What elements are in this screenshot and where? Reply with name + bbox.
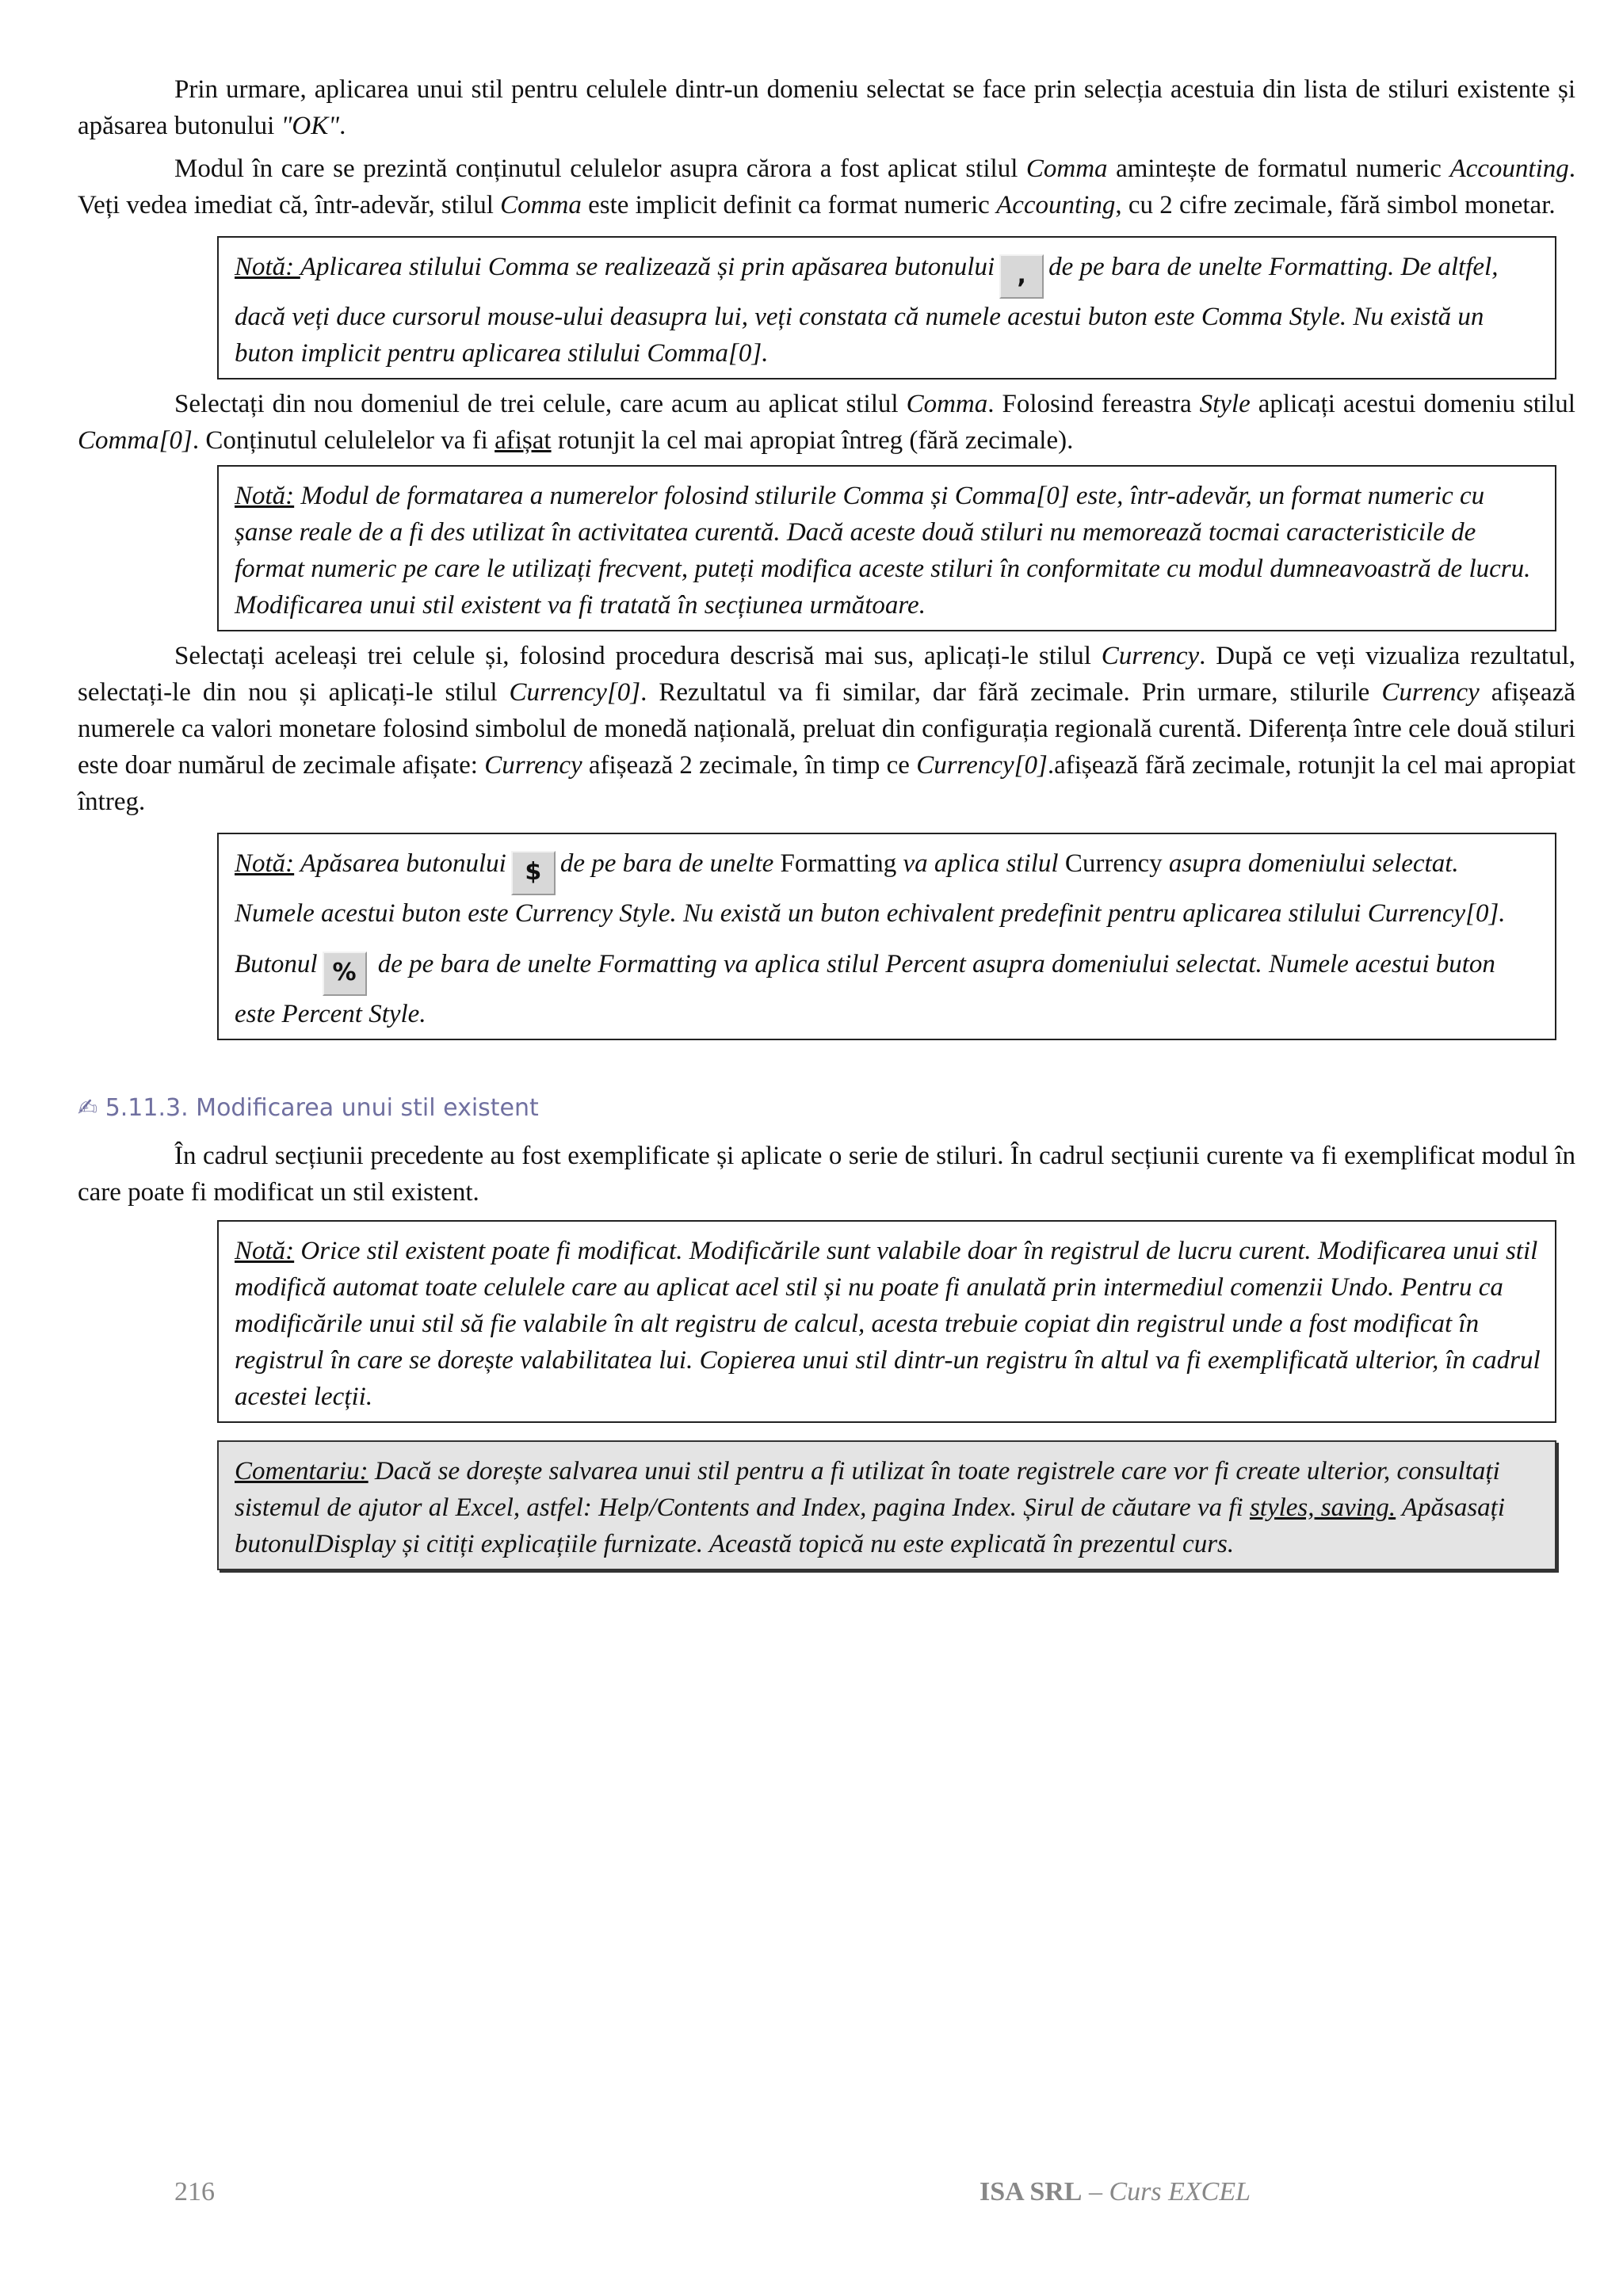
text: . xyxy=(339,112,346,140)
paragraph-1 xyxy=(78,71,1575,144)
comment-box xyxy=(217,1440,1556,1570)
ok-emphasis: "OK" xyxy=(281,112,340,140)
text: . Conținutul celulelelor va fi xyxy=(192,426,495,455)
note-text: asupra domeniului selectat. Numele acestui buton este Currency Style. Nu există un buton echivalent predefinit pentru aplicarea stilului Currency[0]. xyxy=(235,849,1506,928)
currency-style-button-icon: $ xyxy=(511,851,556,895)
text: aplicați acestui domeniu stilul xyxy=(1250,390,1575,418)
note-currency-percent-buttons xyxy=(217,833,1556,1040)
page-content xyxy=(78,0,1575,1570)
currency-term: Currency xyxy=(484,751,582,780)
note-text: de pe bara de unelte Formatting va aplica stilul Percent asupra domeniului selectat. Numele acestui buton este Percent Style. xyxy=(235,950,1495,1028)
note-currency-part xyxy=(235,845,1541,932)
text: Selectați din nou domeniul de trei celule, care acum au aplicat stilul xyxy=(174,390,907,418)
text: Prin urmare, aplicarea unui stil pentru celulele dintr-un domeniu selectat se face prin selecția acestuia din lista de stiluri existente și apăsarea butonului xyxy=(78,75,1575,140)
afisat-underlined: afișat xyxy=(495,426,552,455)
currency-term: Currency xyxy=(1101,642,1200,670)
note-comma-button xyxy=(217,236,1556,379)
currency-term: Currency xyxy=(1064,849,1163,878)
text: . Folosind fereastra xyxy=(987,390,1200,418)
note-text: de pe bara de unelte Formatting. De altfel, dacă veți duce cursorul mouse-ului deasupra lui, veți constata că numele acestui buton este Comma Style. Nu există un buton implicit pentru aplicarea stilului Comma[0]. xyxy=(235,253,1499,368)
comma-term: Comma xyxy=(500,191,582,219)
note-text: Aplicarea stilului Comma se realizează și prin apăsarea butonului xyxy=(300,253,995,281)
text: , cu 2 cifre zecimale, fără simbol monetar. xyxy=(1115,191,1556,219)
brand-name: ISA SRL xyxy=(980,2177,1083,2206)
section-heading xyxy=(78,1094,1575,1122)
search-term-underlined: styles, saving. xyxy=(1249,1493,1396,1522)
text: afișează numerele ca valori monetare folosind simbolul de monedă națională, preluat din configurația regională curentă. Diferența între cele două stiluri este doar numărul de zecimale afișate: xyxy=(78,678,1575,780)
text: este implicit definit ca format numeric xyxy=(581,191,997,219)
text: amintește de formatul numeric xyxy=(1107,154,1450,183)
note-label: Notă: xyxy=(235,1237,295,1265)
pen-icon: ✍ xyxy=(78,1094,98,1122)
paragraph-3 xyxy=(78,386,1575,459)
note-comma-styles xyxy=(217,465,1556,631)
note-label: Notă: xyxy=(235,482,295,510)
note-text: Apăsarea butonului xyxy=(294,849,506,878)
text: rotunjit la cel mai apropiat întreg (fără zecimale). xyxy=(551,426,1074,455)
note-text: Orice stil existent poate fi modificat. Modificările sunt valabile doar în registrul de lucru curent. Modificarea unui stil modifică automat toate celulele care au aplicat acel stil și nu poate fi anulată prin intermediul comenzii Undo. Pentru ca modificările unui stil să fie valabile în alt registru de calcul, acesta trebuie copiat din registrul unde a fost modificat în registrul în care se dorește valabilitatea lui. Copierea unui stil dintr-un registru în altul va fi exemplificată ulterior, în cadrul acestei lecții. xyxy=(235,1237,1541,1411)
footer-brand xyxy=(980,2177,1251,2207)
comment-label: Comentariu: xyxy=(235,1457,369,1486)
formatting-term: Formatting xyxy=(780,849,897,878)
paragraph-2 xyxy=(78,151,1575,223)
currency0-term: Currency[0] xyxy=(916,751,1048,780)
note-text: va aplica stilul xyxy=(896,849,1065,878)
text: .afișează fără zecimale, rotunjit la cel mai apropiat întreg. xyxy=(78,751,1575,816)
percent-style-button-icon: % xyxy=(323,952,367,996)
comma-term: Comma xyxy=(906,390,988,418)
text: afișează 2 zecimale, în timp ce xyxy=(582,751,917,780)
course-name: – Curs EXCEL xyxy=(1082,2177,1251,2206)
note-text: Modul de formatarea a numerelor folosind stilurile Comma și Comma[0] este, într-adevăr, un format numeric cu șanse reale de a fi des utilizat în activitatea curentă. Dacă aceste două stiluri nu memorează tocmai caracteristicile de format numeric pe care le utilizați frecvent, puteți modifica aceste stiluri în conformitate cu modul dumneavoastră de lucru. Modificarea unui stil existent va fi tratată în secțiunea următoare. xyxy=(235,482,1531,620)
note-label: Notă: xyxy=(235,849,295,878)
note-label: Notă: xyxy=(235,253,300,281)
note-percent-part xyxy=(235,946,1541,1032)
style-term: Style xyxy=(1199,390,1251,418)
currency-term: Currency xyxy=(1381,678,1480,707)
text: . Veți vedea imediat că, într-adevăr, stilul xyxy=(78,154,1575,219)
comment-text: Apăsasați butonulDisplay și citiți explicațiile furnizate. Această topică nu este explicată în prezentul curs. xyxy=(235,1493,1506,1558)
accounting-term: Accounting xyxy=(1449,154,1569,183)
comma-term: Comma xyxy=(1025,154,1108,183)
paragraph-5: În cadrul secțiunii precedente au fost exemplificate și aplicate o serie de stiluri. În cadrul secțiunii curente va fi exemplificat modul în care poate fi modificat un stil existent. xyxy=(78,1142,1575,1207)
comment-text: Dacă se dorește salvarea unui stil pentru a fi utilizat în toate registrele care vor fi create ulterior, consultați sistemul de ajutor al Excel, astfel: Help/Contents and Index, pagina Index. Șirul de căutare va fi xyxy=(235,1457,1500,1522)
page-number: 216 xyxy=(174,2177,215,2206)
text: Selectați aceleași trei celule și, folosind procedura descrisă mai sus, aplicați-le stilul xyxy=(174,642,1102,670)
note-text: Butonul xyxy=(235,950,318,978)
text: . După ce veți vizualiza rezultatul, selectați-le din nou și aplicați-le stilul xyxy=(78,642,1575,707)
note-modify-style xyxy=(217,1220,1556,1423)
comma-style-button-icon: , xyxy=(999,254,1044,299)
text: . Rezultatul va fi similar, dar fără zecimale. Prin urmare, stilurile xyxy=(640,678,1382,707)
currency0-term: Currency[0] xyxy=(509,678,641,707)
section-title: 5.11.3. Modificarea unui stil existent xyxy=(105,1094,539,1122)
comma0-term: Comma[0] xyxy=(78,426,193,455)
paragraph-4 xyxy=(78,638,1575,820)
text: Modul în care se prezintă conținutul celulelor asupra cărora a fost aplicat stilul xyxy=(174,154,1026,183)
accounting-term: Accounting xyxy=(996,191,1116,219)
note-text: de pe bara de unelte xyxy=(559,849,781,878)
